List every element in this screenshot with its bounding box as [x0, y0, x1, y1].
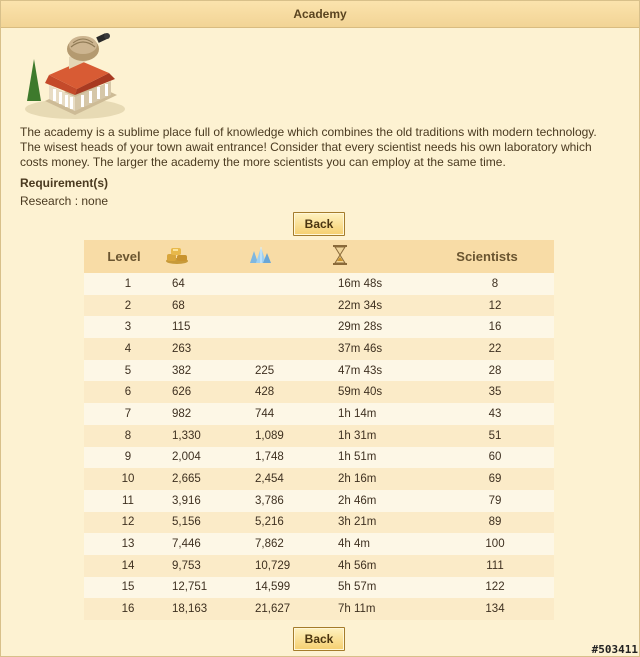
window-title: Academy [1, 1, 639, 28]
header-level: Level [107, 249, 141, 264]
cell-level: 1 [124, 277, 132, 290]
cell-gold: 68 [172, 299, 185, 312]
cell-crystal: 21,627 [255, 603, 291, 616]
cell-scientists: 79 [488, 494, 502, 507]
cell-scientists: 51 [488, 429, 502, 442]
cell-scientists: 16 [488, 321, 502, 334]
table-row [84, 360, 554, 382]
cell-time: 2h 16m [338, 473, 377, 486]
back-button-bottom[interactable]: Back [293, 627, 345, 651]
cell-crystal: 5,216 [255, 516, 284, 529]
table-row [84, 577, 554, 599]
cell-gold: 64 [172, 277, 185, 290]
watermark-id: #503411 [591, 643, 638, 656]
cell-scientists: 89 [488, 516, 502, 529]
cell-time: 22m 34s [338, 299, 383, 312]
cell-scientists: 100 [485, 538, 505, 551]
cell-gold: 382 [172, 364, 192, 377]
table-row [84, 295, 554, 317]
cell-time: 4h 4m [338, 538, 370, 551]
cell-crystal: 1,748 [255, 451, 284, 464]
cell-gold: 12,751 [172, 581, 208, 594]
cell-crystal: 7,862 [255, 538, 284, 551]
header-scientists: Scientists [456, 249, 518, 264]
cell-gold: 18,163 [172, 603, 208, 616]
hourglass-icon [330, 244, 350, 266]
cell-level: 15 [121, 581, 135, 594]
cell-time: 1h 31m [338, 429, 377, 442]
table-row [84, 512, 554, 534]
cell-time: 16m 48s [338, 277, 383, 290]
table-row [84, 381, 554, 403]
table-row [84, 468, 554, 490]
table-row [84, 425, 554, 447]
cell-scientists: 22 [488, 342, 502, 355]
cell-scientists: 134 [485, 603, 505, 616]
cell-level: 11 [122, 494, 134, 507]
gold-icon [164, 245, 190, 265]
table-header [84, 240, 554, 273]
cell-time: 29m 28s [338, 321, 383, 334]
cell-time: 4h 56m [338, 559, 377, 572]
cell-gold: 626 [172, 386, 192, 399]
cell-scientists: 111 [486, 559, 504, 572]
table-row [84, 403, 554, 425]
cell-time: 47m 43s [338, 364, 383, 377]
cell-crystal: 10,729 [255, 559, 291, 572]
cell-crystal: 428 [255, 386, 275, 399]
cell-scientists: 35 [488, 386, 502, 399]
cell-level: 14 [121, 559, 135, 572]
table-row [84, 533, 554, 555]
cell-level: 5 [124, 364, 132, 377]
cell-gold: 5,156 [172, 516, 201, 529]
table-row [84, 447, 554, 469]
cell-level: 4 [124, 342, 132, 355]
cell-scientists: 43 [488, 407, 502, 420]
cell-time: 37m 46s [338, 342, 383, 355]
cell-time: 59m 40s [338, 386, 383, 399]
academy-building-icon [19, 29, 129, 121]
header-gold [164, 245, 247, 268]
cell-time: 1h 51m [338, 451, 377, 464]
cell-time: 5h 57m [338, 581, 377, 594]
cell-level: 12 [121, 516, 135, 529]
table-row [84, 316, 554, 338]
cell-scientists: 12 [488, 299, 502, 312]
requirements-label: Requirement(s) [20, 176, 109, 190]
cell-gold: 9,753 [172, 559, 201, 572]
cell-gold: 982 [172, 407, 192, 420]
cell-scientists: 8 [491, 277, 499, 290]
cell-gold: 2,004 [172, 451, 201, 464]
cell-scientists: 28 [488, 364, 502, 377]
cell-crystal: 225 [255, 364, 275, 377]
cell-gold: 263 [172, 342, 192, 355]
cell-level: 10 [121, 473, 135, 486]
level-table [84, 240, 554, 620]
table-row [84, 555, 554, 577]
cell-gold: 1,330 [172, 429, 201, 442]
cell-level: 9 [124, 451, 132, 464]
back-button-top[interactable]: Back [293, 212, 345, 236]
cell-time: 3h 21m [338, 516, 377, 529]
cell-crystal: 14,599 [255, 581, 291, 594]
crystal-icon [247, 245, 273, 265]
cell-level: 7 [124, 407, 132, 420]
cell-level: 6 [124, 386, 132, 399]
table-body [84, 273, 554, 620]
building-description: The academy is a sublime place full of knowledge which combines the old traditions with modern technology. The wisest heads of your town await entrance! Consider that every scientist needs his own laboratory which costs money. The larger the academy the more scientists you can employ at the same time. [20, 125, 597, 169]
cell-gold: 7,446 [172, 538, 201, 551]
cell-level: 2 [124, 299, 132, 312]
cell-crystal: 3,786 [255, 494, 284, 507]
table-row [84, 598, 554, 620]
cell-time: 2h 46m [338, 494, 377, 507]
cell-time: 1h 14m [338, 407, 377, 420]
cell-gold: 3,916 [172, 494, 201, 507]
cell-time: 7h 11m [338, 603, 376, 616]
cell-gold: 2,665 [172, 473, 201, 486]
cell-gold: 115 [172, 321, 191, 334]
table-row [84, 490, 554, 512]
cell-crystal: 744 [255, 407, 275, 420]
cell-scientists: 60 [488, 451, 502, 464]
cell-level: 3 [124, 321, 132, 334]
cell-scientists: 69 [488, 473, 502, 486]
header-time [330, 244, 428, 269]
requirements-value: Research : none [20, 194, 109, 208]
header-crystal [247, 245, 330, 268]
cell-scientists: 122 [485, 581, 505, 594]
cell-level: 16 [121, 603, 135, 616]
table-row [84, 338, 554, 360]
cell-level: 13 [121, 538, 135, 551]
table-row [84, 273, 554, 295]
cell-crystal: 2,454 [255, 473, 284, 486]
cell-crystal: 1,089 [255, 429, 284, 442]
cell-level: 8 [124, 429, 132, 442]
